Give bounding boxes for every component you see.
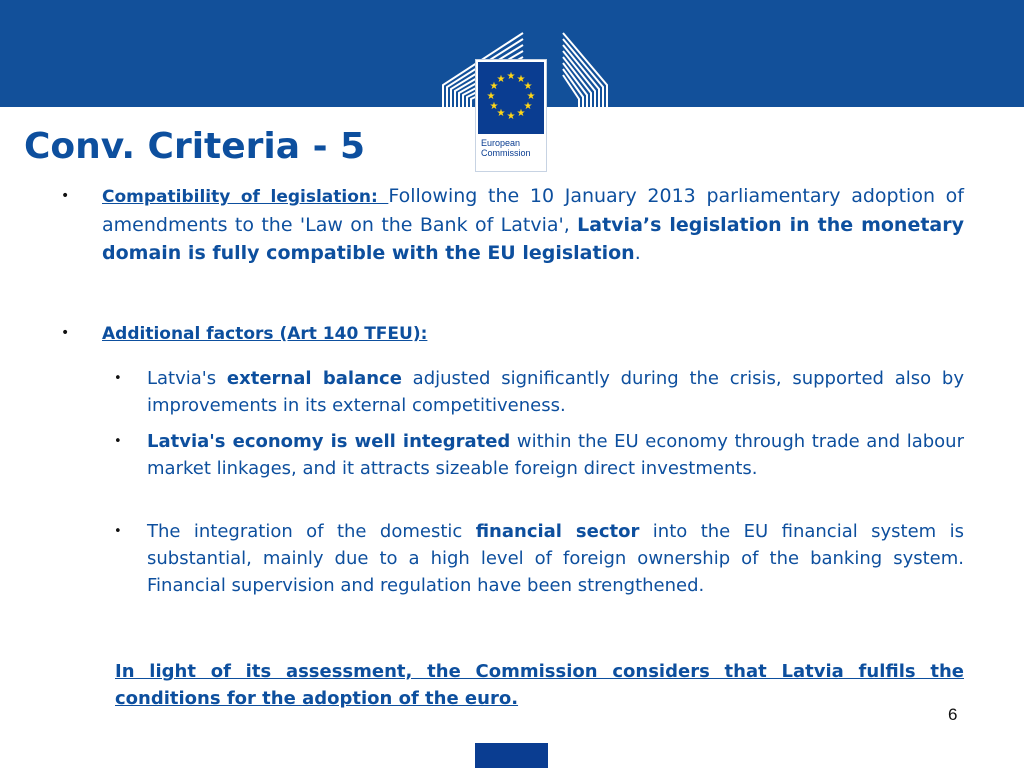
bullet-text: Following the 10 January 2013 parliamentary adoption of amendments to the 'Law on the Bank of Latvia', (102, 185, 964, 236)
svg-text:★: ★ (526, 91, 536, 102)
bullet-label: Additional factors (Art 140 TFEU): (102, 324, 428, 344)
svg-text:★: ★ (506, 71, 516, 82)
svg-text:★: ★ (516, 108, 526, 119)
svg-text:★: ★ (489, 81, 499, 92)
subbullet-economy-integrated: • Latvia's economy is well integrated within the EU economy through trade and labour market linkages, and it attracts sizeable foreign direct investments. (147, 428, 964, 482)
eu-flag-icon (478, 62, 544, 134)
page-number: 6 (948, 705, 958, 724)
eu-footer-flag-icon (475, 743, 548, 768)
svg-text:★: ★ (486, 91, 496, 102)
bullet-compatibility (102, 182, 964, 267)
svg-text:★: ★ (516, 74, 526, 85)
svg-text:★: ★ (496, 74, 506, 85)
bullet-end: . (634, 242, 641, 264)
svg-text:★: ★ (523, 101, 533, 112)
subbullet-financial-sector: • The integration of the domestic financial sector into the EU financial system is substantial, mainly due to a high level of foreign ownership of the banking system. Financial supervision and regulation have been strengthened. (147, 518, 964, 599)
slide-title: Conv. Criteria - 5 (24, 126, 366, 167)
european-commission-logo-icon (441, 29, 609, 158)
commission-conclusion: In light of its assessment, the Commission considers that Latvia fulfils the conditions for the adoption of the euro. (115, 661, 964, 709)
svg-text:★: ★ (523, 81, 533, 92)
svg-text:★: ★ (489, 101, 499, 112)
subbullet-external-balance: • Latvia's external balance adjusted significantly during the crisis, supported also by improvements in its external competitiveness. (147, 365, 964, 419)
logo-block (476, 60, 546, 171)
slide-content (0, 182, 1024, 742)
bullet-additional-factors (102, 319, 964, 348)
logo-text: European Commission (481, 138, 531, 158)
svg-text:★: ★ (506, 111, 516, 122)
svg-text:★: ★ (496, 108, 506, 119)
bullet-label: Compatibility of legislation: (102, 187, 389, 207)
bullet-strong-text: Latvia’s legislation in the monetary domain is fully compatible with the EU legislation (102, 214, 965, 264)
